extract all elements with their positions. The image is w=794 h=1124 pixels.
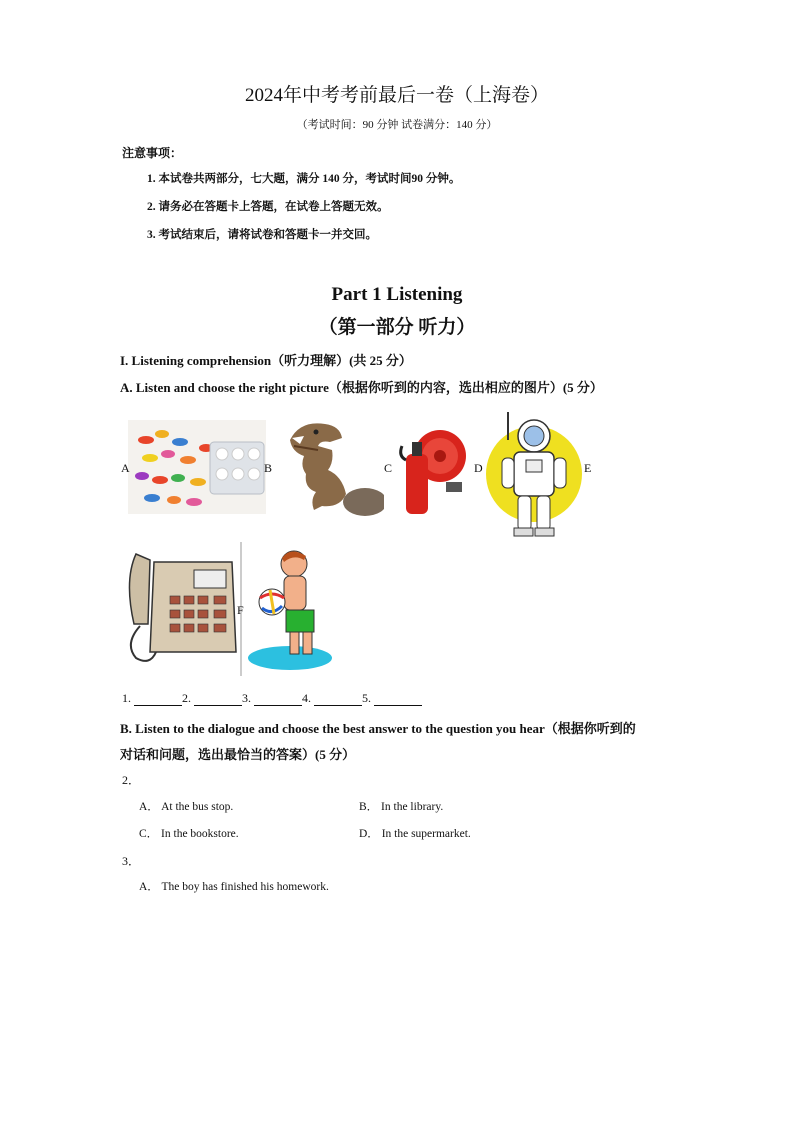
notice-item: 1. 本试卷共两部分，七大题，满分 140 分，考试时间90 分钟。 (147, 173, 461, 185)
notice-item: 2. 请务必在答题卡上答题，在试卷上答题无效。 (147, 201, 389, 213)
blank-label: 5. (362, 691, 374, 705)
part-b-instruction-cont: 对话和问题，选出最恰当的答案）(5 分） (120, 747, 356, 762)
blank-label: 3. (242, 691, 254, 705)
dinosaur-image (270, 410, 384, 522)
option-letter: C． (139, 828, 159, 840)
option-d[interactable] (359, 825, 471, 841)
option-text: In the supermarket. (381, 828, 471, 840)
picture-label: C (384, 461, 393, 475)
option-a[interactable] (139, 798, 233, 814)
page-title: 2024年中考考前最后一卷（上海卷） (244, 85, 549, 106)
option-a[interactable] (139, 878, 329, 894)
option-letter: A． (139, 881, 159, 893)
blank-label: 2. (182, 691, 194, 705)
pills-image (128, 420, 266, 514)
option-letter: D． (359, 828, 379, 840)
picture-label: F (237, 603, 244, 617)
section-heading: I. Listening comprehension（听力理解）(共 25 分） (120, 353, 412, 368)
option-text: The boy has finished his homework. (161, 881, 329, 893)
picture-label: B (264, 461, 273, 475)
picture-label: E (584, 461, 592, 475)
answer-blank[interactable] (134, 693, 182, 706)
option-text: In the bookstore. (161, 828, 239, 840)
picture-label: A (121, 461, 130, 475)
telephone-image (120, 540, 244, 678)
part-b-instruction: B. Listen to the dialogue and choose the best answer to the question you hear（根据你听到的 (120, 721, 636, 736)
astronaut-image (484, 410, 584, 538)
blank-label: 1. (122, 691, 134, 705)
answer-blank[interactable] (194, 693, 242, 706)
answer-blanks (122, 691, 422, 706)
notice-item: 3. 考试结束后，请将试卷和答题卡一并交回。 (147, 229, 377, 241)
exam-info: （考试时间：90 分钟 试卷满分：140 分） (296, 119, 498, 131)
notice-heading: 注意事项： (122, 146, 183, 160)
boy-with-ball-image (246, 546, 332, 674)
option-b[interactable] (359, 798, 443, 814)
option-text: In the library. (381, 801, 444, 813)
question-number: 2． (122, 773, 141, 787)
option-text: At the bus stop. (161, 801, 234, 813)
option-letter: B． (359, 801, 379, 813)
fire-extinguisher-image (396, 426, 468, 518)
answer-blank[interactable] (314, 693, 362, 706)
part-a-instruction: A. Listen and choose the right picture（根据你听到的内容，选出相应的图片）(5 分） (120, 380, 603, 395)
part-subtitle: （第一部分 听力） (318, 317, 476, 338)
answer-blank[interactable] (374, 693, 422, 706)
option-letter: A． (139, 801, 159, 813)
option-c[interactable] (139, 825, 239, 841)
picture-label: D (474, 461, 483, 475)
question-number: 3． (122, 854, 141, 868)
answer-blank[interactable] (254, 693, 302, 706)
part-title: Part 1 Listening (331, 284, 463, 305)
blank-label: 4. (302, 691, 314, 705)
